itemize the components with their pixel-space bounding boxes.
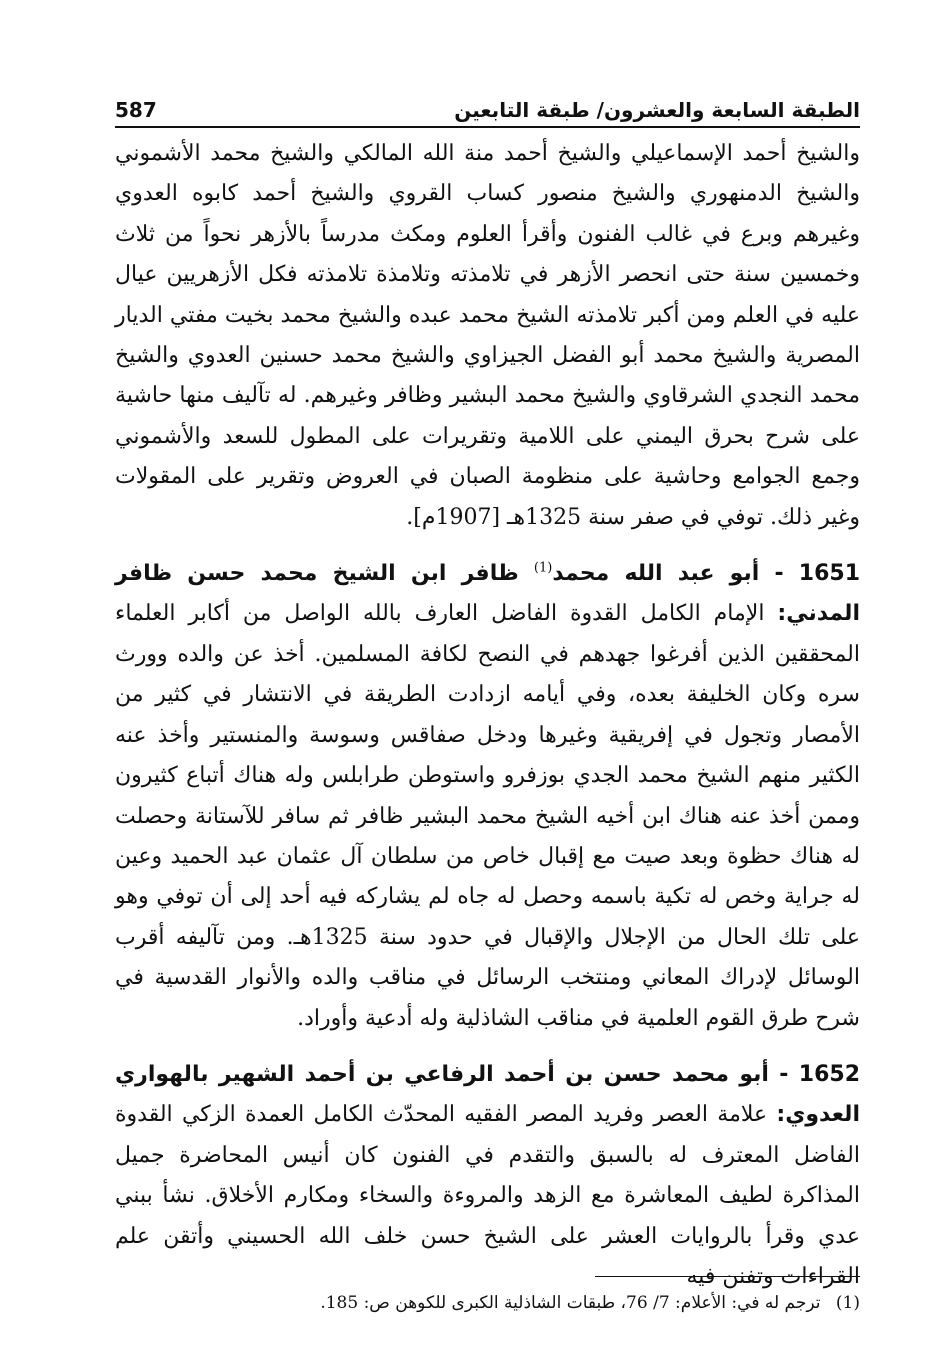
footnote-divider — [595, 1276, 860, 1277]
book-page — [115, 88, 860, 1338]
entry-1652-heading: 1652 - أبو محمد حسن بن أحمد الرفاعي بن أحمد الشهير بالهواري العدوي: — [115, 1061, 860, 1128]
header-title: الطبقة السابعة والعشرون/ طبقة التابعين — [454, 98, 860, 122]
entry-1651-heading-part-a: 1651 - أبو عبد الله محمد — [552, 561, 861, 587]
entry-1652-text: علامة العصر وفريد المصر الفقيه المحدّث الكامل العمدة الزكي القدوة الفاضل المعترف له بالسبق والتقدم في الفنون كان أنيس المحاضرة جميل المذاكرة لطيف المعاشرة مع الزهد والمروءة والسخاء ومكارم الأخلاق. نشأ ببني عدي وقرأ بالروايات العشر على الشيخ حسن خلف الله الحسيني وأتقن علم القراءات وتفنن فيه — [115, 1102, 860, 1289]
page-number: 587 — [115, 98, 157, 122]
entry-1652 — [115, 1055, 860, 1297]
entry-1651-text: الإمام الكامل القدوة الفاضل العارف بالله الواصل من أكابر العلماء المحققين الذين أفرغوا جهدهم في النصح لكافة المسلمين. أخذ عن والده وورث سره وكان الخليفة بعده، وفي أيامه ازدادت الطريقة في الانتشار في كثير من الأمصار وتجول في إفريقية وغيرها ودخل صفاقس وسوسة والمنستير وأخذ عنه الكثير منهم الشيخ محمد الجدي بوزفرو واستوطن طرابلس وله هناك أتباع كثيرون وممن أخذ عنه هناك ابن أخيه الشيخ محمد البشير ظافر ثم سافر للآستانة وحصلت له هناك حظوة وبعد صيت مع إقبال خاص من سلطان آل عثمان عبد الحميد وعين له جراية وخص له تكية باسمه وحصل له جاه لم يشاركه فيه أحد إلى أن توفي وهو على تلك الحال من الإجلال والإقبال في حدود سنة 1325هـ. ومن تآليفه أقرب الوسائل لإدراك المعاني ومنتخب الرسائل في مناقب والده والأنوار القدسية في شرح طرق القوم العلمية في مناقب الشاذلية وله أدعية وأوراد. — [115, 601, 861, 1031]
footnote — [115, 1290, 860, 1316]
running-head — [115, 88, 860, 128]
footnote-marker: (1) — [835, 1293, 860, 1313]
body-text — [115, 134, 860, 1297]
entry-1651-heading-part-b: ظافر ابن الشيخ محمد حسن ظافر المدني: — [115, 561, 860, 627]
entry-1651 — [115, 554, 860, 1039]
footnote-text: ترجم له في: الأعلام: 7/ 76، طبقات الشاذلية الكبرى للكوهن ص: 185. — [320, 1293, 821, 1313]
paragraph-continuation: والشيخ أحمد الإسماعيلي والشيخ أحمد منة الله المالكي والشيخ محمد الأشموني والشيخ الدمنهوري والشيخ منصور كساب القروي والشيخ أحمد كابوه العدوي وغيرهم وبرع في غالب الفنون وأقرأ العلوم ومكث مدرساً بالأزهر نحواً من ثلاث وخمسين سنة حتى انحصر الأزهر في تلامذته وتلامذة تلامذته فكل الأزهريين عيال عليه في العلم ومن أكبر تلامذته الشيخ محمد عبده والشيخ محمد بخيت مفتي الديار المصرية والشيخ محمد أبو الفضل الجيزاوي والشيخ محمد حسنين العدوي والشيخ محمد النجدي الشرقاوي والشيخ محمد البشير وظافر وغيرهم. له تآليف منها حاشية على شرح بحرق اليمني على اللامية وتقريرات على المطول للسعد والأشموني وجمع الجوامع وحاشية على منظومة الصبان في العروض وتقرير على المقولات وغير ذلك. توفي في صفر سنة 1325هـ [1907م]. — [115, 141, 860, 530]
footnote-reference[interactable]: (1) — [533, 560, 553, 576]
